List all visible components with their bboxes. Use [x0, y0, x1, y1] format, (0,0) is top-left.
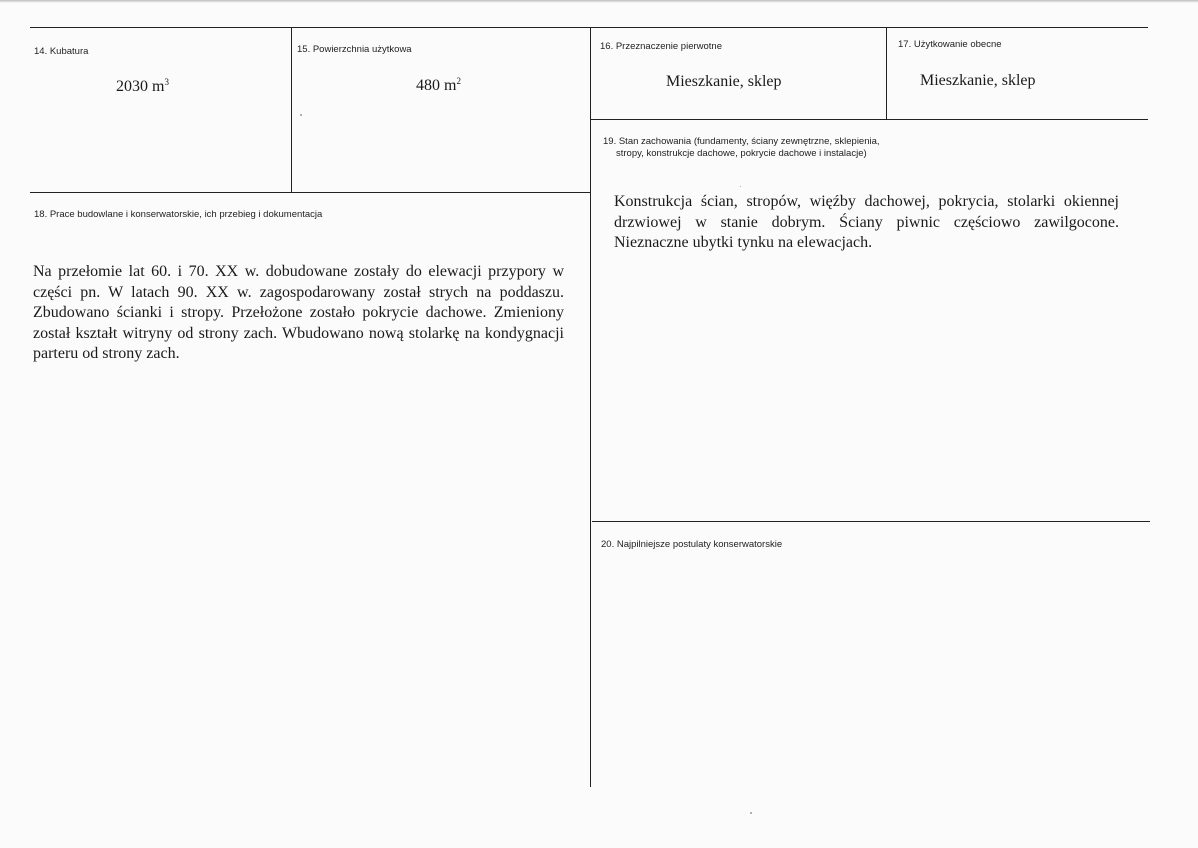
scan-edge — [0, 0, 1198, 3]
stan-text: Konstrukcja ścian, stropów, więźby dachowej, pokrycia, stolarki okiennej drzwiowej w stanie dobrym. Ściany piwnic częściowo zawilgocone. Nieznaczne ubytki tynku na elewacjach. — [614, 193, 1119, 251]
kubatura-number: 2030 m — [116, 78, 165, 95]
powierzchnia-value — [416, 76, 461, 95]
uzytkowanie-label: 17. Użytkowanie obecne — [898, 39, 1002, 50]
kubatura-label: 14. Kubatura — [34, 46, 89, 57]
kubatura-exponent: 3 — [164, 77, 169, 87]
stan-label-line2: stropy, konstrukcje dachowe, pokrycie dachowe i instalacje) — [616, 148, 867, 159]
stan-label-line1: 19. Stan zachowania (fundamenty, ściany zewnętrzne, sklepienia, — [603, 136, 880, 147]
divider-16-17 — [886, 27, 887, 120]
powierzchnia-label: 15. Powierzchnia użytkowa — [297, 44, 412, 55]
postulaty-label: 20. Najpilniejsze postulaty konserwatorskie — [601, 539, 783, 550]
prace-text: Na przełomie lat 60. i 70. XX w. dobudowane zostały do elewacji przypory w części pn. W latach 90. XX w. zagospodarowany został strych na poddaszu. Zbudowano ścianki i stropy. Przełożone zostało pokrycie dachowe. Zmieniony został kształt witryny od strony zach. Wbudowano nową stolarkę na kondygnacji parteru od strony zach. — [33, 263, 564, 362]
przeznaczenie-label: 16. Przeznaczenie pierwotne — [600, 41, 722, 52]
scan-speck — [300, 114, 302, 116]
powierzchnia-number: 480 m — [416, 77, 457, 94]
divider-16-17-19 — [590, 119, 1148, 120]
divider-14-15 — [291, 27, 292, 193]
divider-14-15-18 — [30, 192, 590, 193]
divider-19-20 — [592, 521, 1150, 522]
prace-label: 18. Prace budowlane i konserwatorskie, ich przebieg i dokumentacja — [34, 209, 323, 220]
powierzchnia-exponent: 2 — [456, 76, 461, 86]
kubatura-value — [116, 77, 169, 96]
form-top-border — [30, 27, 1148, 28]
przeznaczenie-value: Mieszkanie, sklep — [666, 73, 782, 90]
uzytkowanie-value: Mieszkanie, sklep — [920, 72, 1036, 89]
divider-center — [590, 27, 591, 787]
scan-speck — [750, 812, 752, 814]
scan-speck — [740, 186, 741, 187]
